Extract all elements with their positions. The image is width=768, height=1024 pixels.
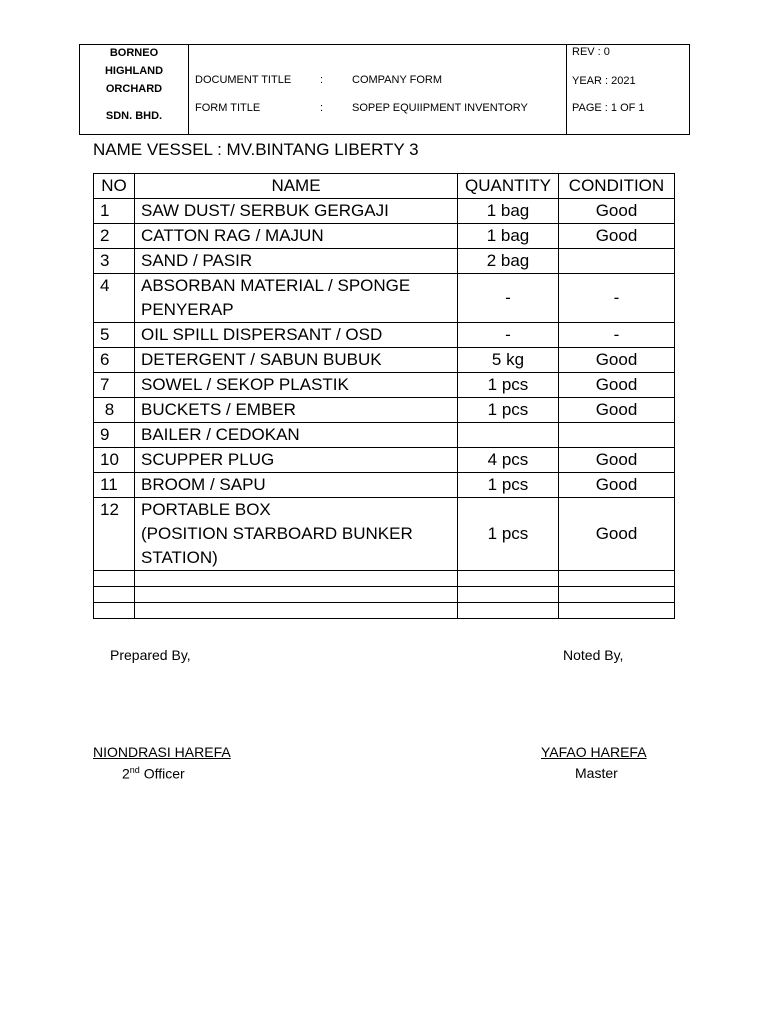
table-row	[94, 473, 675, 498]
document-header	[79, 44, 690, 135]
header-name: NAME	[135, 174, 458, 199]
header-quantity: QUANTITY	[458, 174, 559, 199]
blank-cell	[458, 587, 559, 603]
cell-quantity: -	[458, 274, 559, 323]
blank-cell	[135, 587, 458, 603]
blank-cell	[94, 603, 135, 619]
table-row	[94, 323, 675, 348]
cell-name: DETERGENT / SABUN BUBUK	[135, 348, 458, 373]
table-row	[94, 274, 675, 323]
noted-by-title: Master	[575, 765, 618, 781]
cell-quantity: 1 pcs	[458, 498, 559, 571]
header-no: NO	[94, 174, 135, 199]
cell-name-line-3: STATION)	[141, 548, 218, 567]
cell-name: ABSORBAN MATERIAL / SPONGE PENYERAP	[135, 274, 458, 323]
cell-condition: -	[559, 274, 675, 323]
table-row	[94, 398, 675, 423]
cell-condition: Good	[559, 373, 675, 398]
company-line-1: BORNEO	[109, 47, 159, 59]
cell-quantity: 1 pcs	[458, 473, 559, 498]
blank-cell	[559, 587, 675, 603]
table-header-row	[94, 174, 675, 199]
blank-cell	[458, 603, 559, 619]
prepared-by-title	[122, 765, 185, 782]
cell-quantity: 1 bag	[458, 224, 559, 249]
cell-name: BROOM / SAPU	[135, 473, 458, 498]
document-title-colon: :	[320, 74, 324, 86]
cell-quantity: 1 pcs	[458, 373, 559, 398]
vessel-name: NAME VESSEL : MV.BINTANG LIBERTY 3	[93, 140, 419, 159]
cell-name-line-1: PORTABLE BOX	[141, 500, 271, 519]
cell-quantity: 5 kg	[458, 348, 559, 373]
cell-no: 5	[94, 323, 135, 348]
noted-by-label: Noted By,	[563, 647, 624, 663]
blank-cell	[94, 587, 135, 603]
table-row	[94, 348, 675, 373]
cell-name: BUCKETS / EMBER	[135, 398, 458, 423]
cell-no: 10	[94, 448, 135, 473]
noted-by-name: YAFAO HAREFA	[541, 744, 647, 760]
form-title-value: SOPEP EQUIIPMENT INVENTORY	[352, 102, 528, 114]
inventory-table	[93, 173, 675, 619]
blank-cell	[135, 603, 458, 619]
cell-condition: Good	[559, 224, 675, 249]
cell-no: 8	[94, 398, 135, 423]
prepared-title-rest: Officer	[139, 765, 185, 782]
blank-cell	[559, 571, 675, 587]
cell-name	[135, 498, 458, 571]
cell-name: OIL SPILL DISPERSANT / OSD	[135, 323, 458, 348]
revision-year: YEAR : 2021	[572, 75, 636, 87]
cell-condition: -	[559, 323, 675, 348]
cell-quantity: 1 bag	[458, 199, 559, 224]
table-row	[94, 448, 675, 473]
cell-quantity: -	[458, 323, 559, 348]
blank-row	[94, 603, 675, 619]
cell-name: CATTON RAG / MAJUN	[135, 224, 458, 249]
blank-cell	[559, 603, 675, 619]
table-row	[94, 249, 675, 274]
revision-cell	[566, 45, 689, 134]
cell-name-line-2: (POSITION STARBOARD BUNKER	[141, 524, 413, 543]
cell-name: SAND / PASIR	[135, 249, 458, 274]
cell-no: 11	[94, 473, 135, 498]
cell-quantity: 1 pcs	[458, 398, 559, 423]
cell-no: 3	[94, 249, 135, 274]
blank-cell	[458, 571, 559, 587]
company-line-4: SDN. BHD.	[105, 110, 163, 122]
table-row	[94, 373, 675, 398]
cell-condition: Good	[559, 448, 675, 473]
blank-cell	[135, 571, 458, 587]
blank-cell	[94, 571, 135, 587]
cell-condition: Good	[559, 498, 675, 571]
blank-row	[94, 587, 675, 603]
prepared-by-label: Prepared By,	[110, 647, 191, 663]
document-title-value: COMPANY FORM	[352, 74, 443, 86]
table-row	[94, 224, 675, 249]
table-row	[94, 423, 675, 448]
prepared-by-name: NIONDRASI HAREFA	[93, 744, 231, 760]
cell-condition: Good	[559, 199, 675, 224]
form-title-label: FORM TITLE	[195, 102, 261, 114]
cell-condition: Good	[559, 473, 675, 498]
cell-name: SAW DUST/ SERBUK GERGAJI	[135, 199, 458, 224]
cell-quantity: 2 bag	[458, 249, 559, 274]
cell-condition	[559, 249, 675, 274]
cell-name: SCUPPER PLUG	[135, 448, 458, 473]
form-title-colon: :	[320, 102, 324, 114]
cell-no: 4	[94, 274, 135, 323]
cell-no: 6	[94, 348, 135, 373]
cell-no: 7	[94, 373, 135, 398]
cell-name: BAILER / CEDOKAN	[135, 423, 458, 448]
company-line-3: ORCHARD	[105, 83, 163, 95]
cell-quantity: 4 pcs	[458, 448, 559, 473]
page-number: PAGE : 1 OF 1	[572, 102, 645, 114]
company-line-2: HIGHLAND	[104, 65, 164, 77]
table-row	[94, 498, 675, 571]
cell-no: 12	[94, 498, 135, 571]
revision-number: REV : 0	[572, 46, 610, 58]
cell-condition: Good	[559, 348, 675, 373]
prepared-title-suffix: nd	[129, 765, 140, 775]
prepared-title-number: 2	[122, 765, 130, 782]
cell-no: 1	[94, 199, 135, 224]
cell-condition: Good	[559, 398, 675, 423]
cell-no: 9	[94, 423, 135, 448]
blank-row	[94, 571, 675, 587]
document-title-label: DOCUMENT TITLE	[195, 74, 292, 86]
cell-no: 2	[94, 224, 135, 249]
company-name-cell	[80, 45, 189, 134]
header-condition: CONDITION	[559, 174, 675, 199]
title-cell	[188, 45, 567, 134]
table-row	[94, 199, 675, 224]
cell-quantity	[458, 423, 559, 448]
cell-name: SOWEL / SEKOP PLASTIK	[135, 373, 458, 398]
cell-condition	[559, 423, 675, 448]
